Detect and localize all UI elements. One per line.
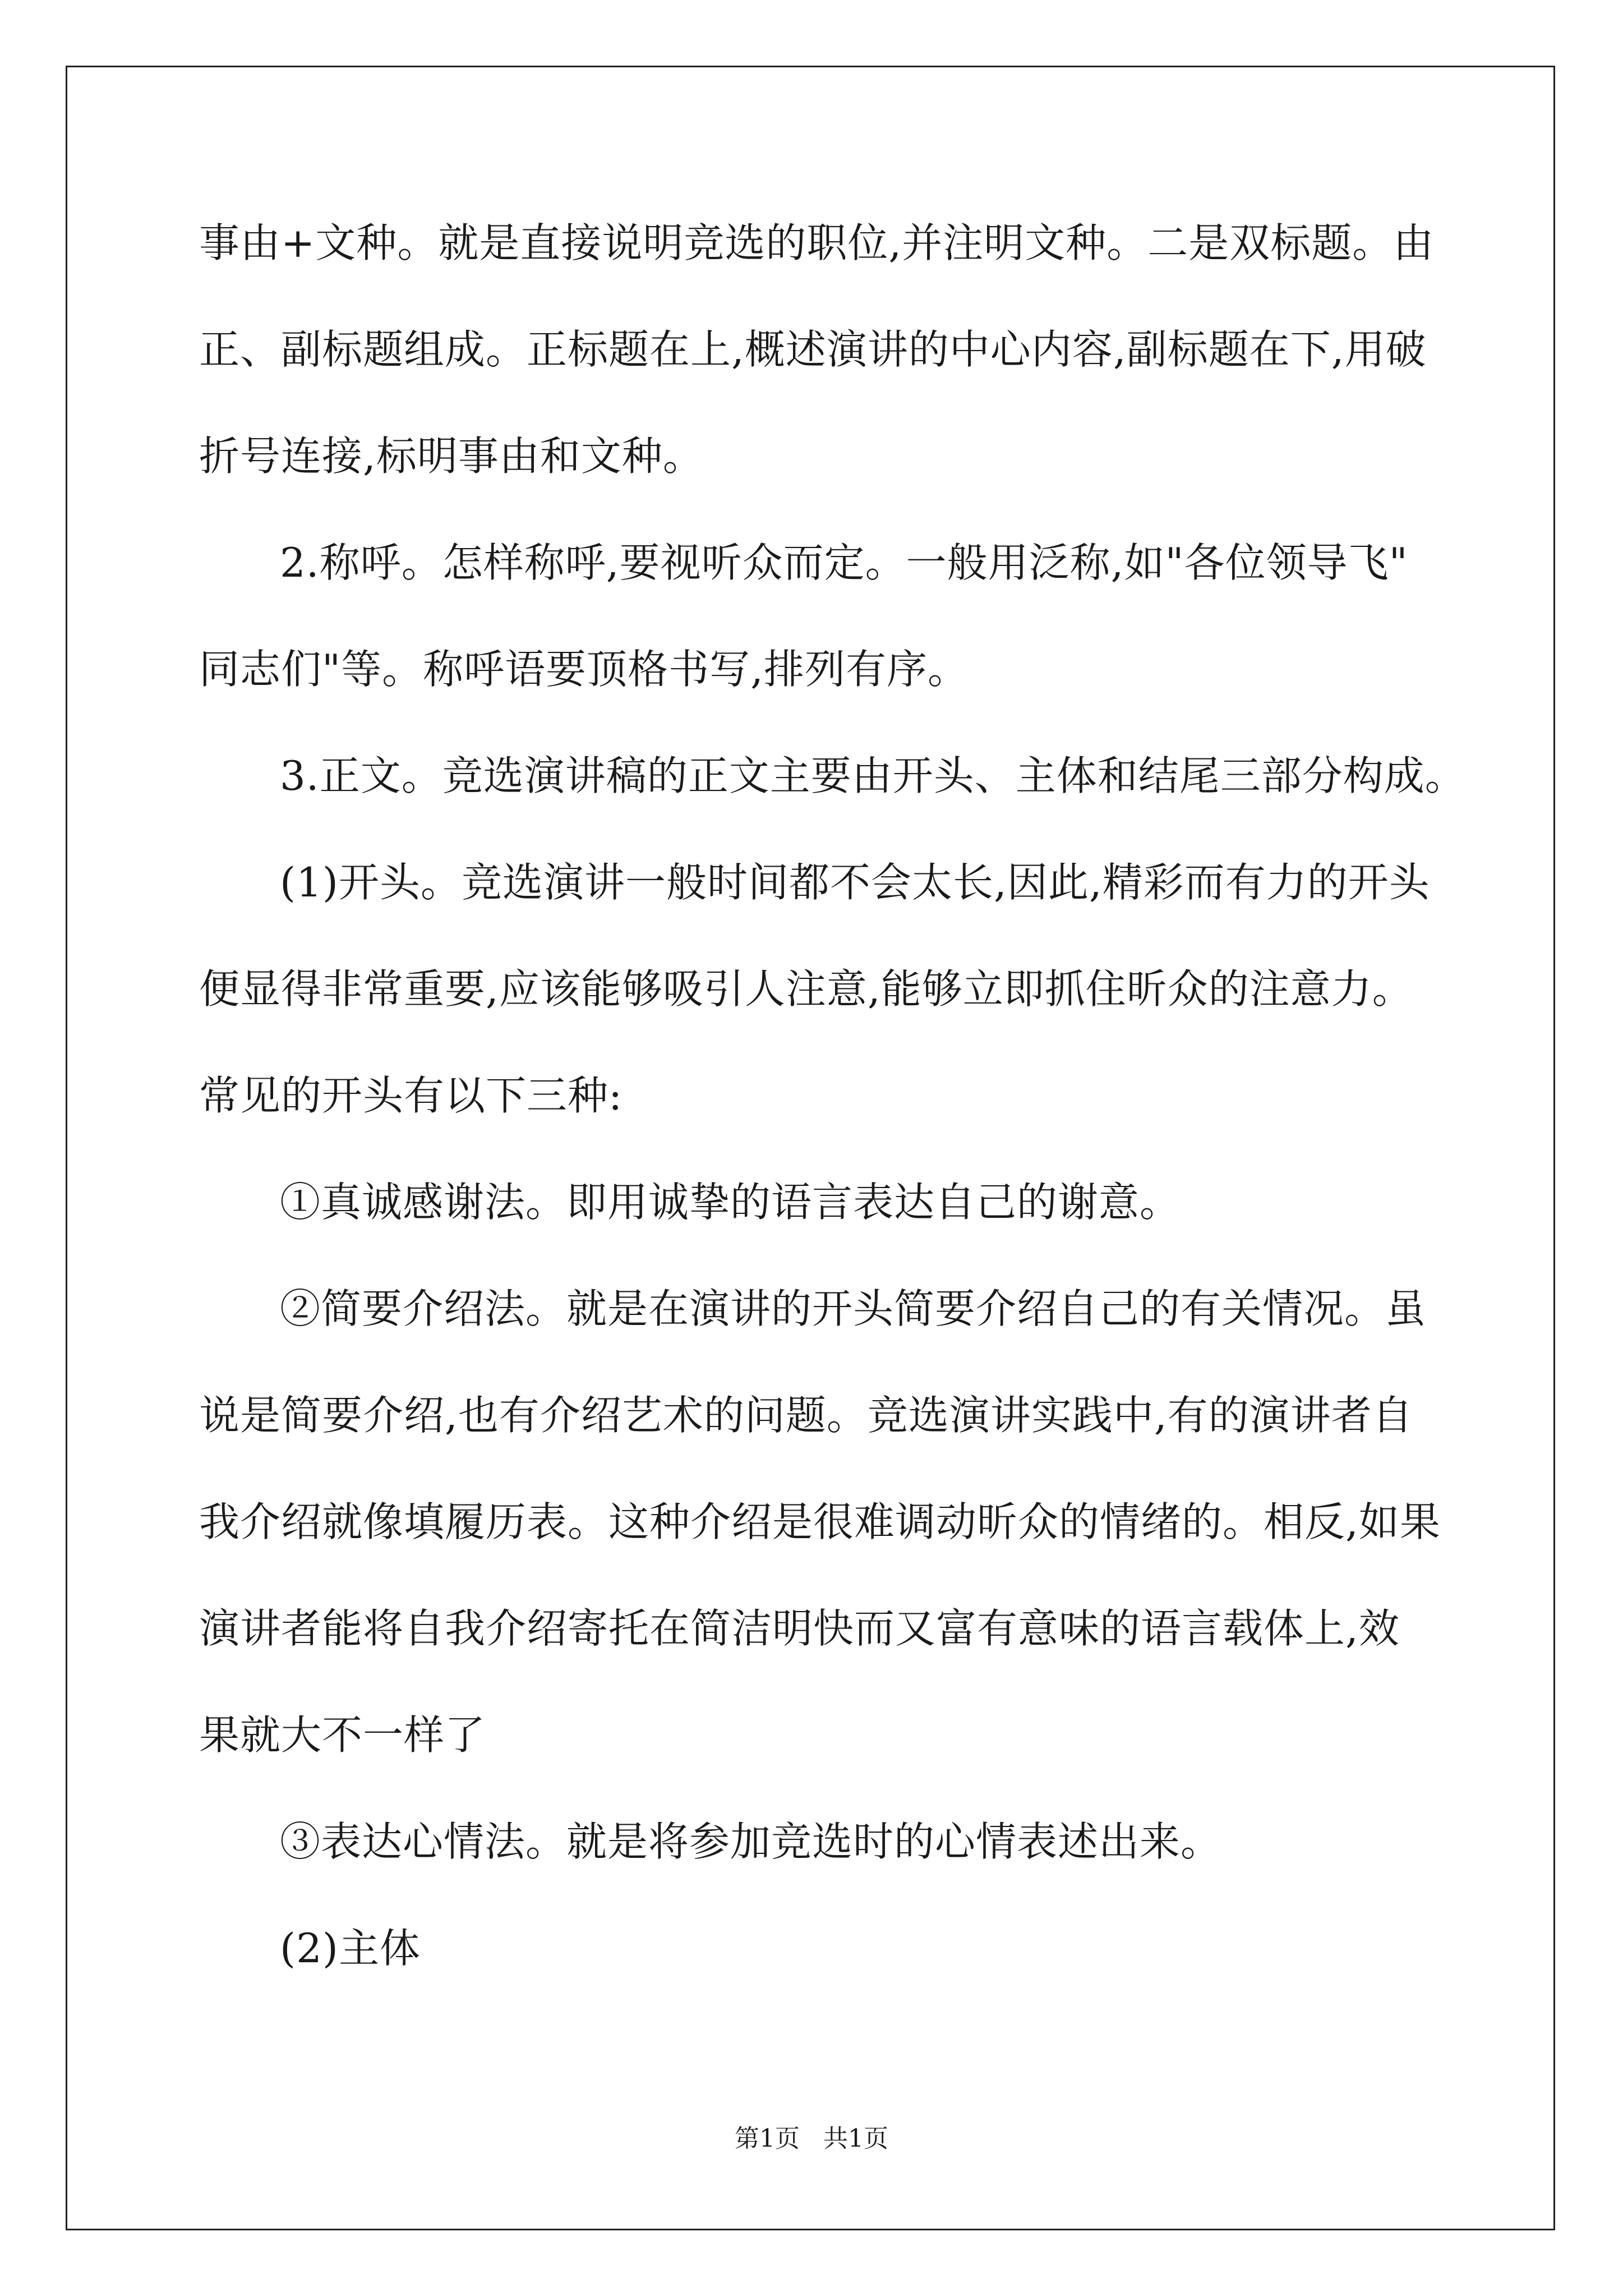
text-line: 演讲者能将自我介绍寄托在简洁明快而又富有意味的语言载体上,效 xyxy=(199,1605,1400,1652)
text-line: (1)开头。竞选演讲一般时间都不会太长,因此,精彩而有力的开头 xyxy=(280,859,1430,906)
text-line: ①真诚感谢法。即用诚挚的语言表达自己的谢意。 xyxy=(280,1179,1181,1226)
text-line: 果就大不一样了 xyxy=(199,1711,486,1759)
document-body xyxy=(199,190,1466,2001)
text-line: 事由+文种。就是直接说明竞选的职位,并注明文种。二是双标题。由 xyxy=(199,219,1435,266)
text-line: 常见的开头有以下三种: xyxy=(199,1072,623,1119)
text-line: ②简要介绍法。就是在演讲的开头简要介绍自己的有关情况。虽 xyxy=(280,1285,1427,1332)
text-line: 正、副标题组成。正标题在上,概述演讲的中心内容,副标题在下,用破 xyxy=(199,326,1427,373)
text-line: 2.称呼。怎样称呼,要视听众而定。一般用泛称,如"各位领导飞" xyxy=(280,539,1408,586)
text-line: ③表达心情法。就是将参加竞选时的心情表述出来。 xyxy=(280,1818,1222,1865)
text-line: 同志们"等。称呼语要顶格书写,排列有序。 xyxy=(199,646,969,693)
text-line: 我介绍就像填履历表。这种介绍是很难调动昕众的情绪的。相反,如果 xyxy=(199,1498,1441,1545)
text-line: 便显得非常重要,应该能够吸引人注意,能够立即抓住昕众的注意力。 xyxy=(199,965,1413,1013)
text-line: 折号连接,标明事由和文种。 xyxy=(199,432,704,480)
text-line: 说是简要介绍,也有介绍艺术的问题。竞选演讲实践中,有的演讲者自 xyxy=(199,1392,1413,1439)
text-line: 3.正文。竞选演讲稿的正文主要由开头、主体和结尾三部分构成。 xyxy=(280,752,1466,799)
page-footer: 第1页 共1页 xyxy=(735,2124,888,2153)
text-line: (2)主体 xyxy=(280,1925,421,1972)
